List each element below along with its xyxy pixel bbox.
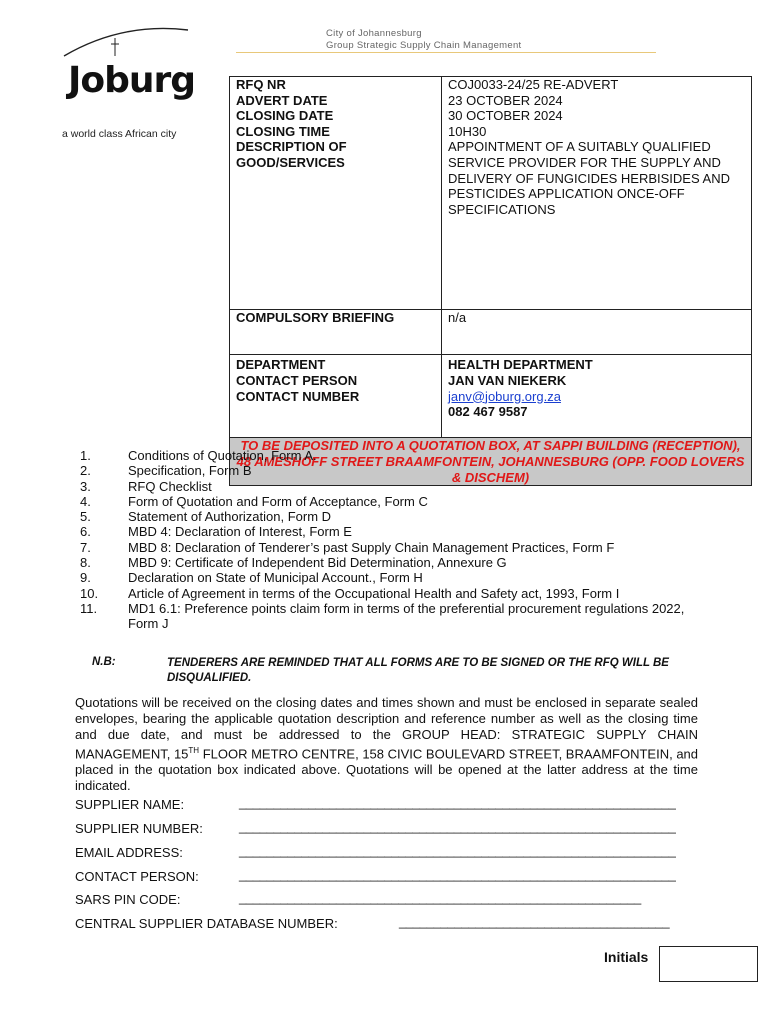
instructions-paragraph xyxy=(75,695,698,794)
list-item xyxy=(80,494,700,509)
department-contact-labels xyxy=(230,355,442,438)
list-item xyxy=(80,509,700,524)
logo-tagline: a world class African city xyxy=(62,128,177,140)
rfq-row xyxy=(230,93,752,109)
rfq-row xyxy=(230,139,752,310)
advert-date-value: 23 OCTOBER 2024 xyxy=(442,93,752,109)
list-item-number: 4. xyxy=(80,493,91,509)
list-item-text: Statement of Authorization, Form D xyxy=(128,509,332,525)
rfq-row xyxy=(230,77,752,93)
sars-pin-field[interactable]: __________________________________________________________ xyxy=(239,890,641,905)
list-item-text: MBD 8: Declaration of Tenderer’s past Supply Chain Management Practices, Form F xyxy=(128,539,615,555)
list-item-number: 10. xyxy=(80,585,99,601)
list-item-text: MD1 6.1: Preference points claim form in terms of the preferential procurement regulations 2022, Form J xyxy=(128,600,685,632)
contact-person-field[interactable]: _______________________________________________________________ xyxy=(239,867,676,882)
deposit-notice: TO BE DEPOSITED INTO A QUOTATION BOX, AT SAPPI BUILDING (RECEPTION), 48 AMESHOFF STREET BRAAMFONTEIN, JOHANNESBURG (OPP. FOOD LOVERS & DISCHEM) xyxy=(230,438,752,486)
list-item xyxy=(80,463,700,478)
csd-number-field[interactable]: _______________________________________ xyxy=(399,914,670,929)
list-item-number: 8. xyxy=(80,555,91,571)
list-item-number: 9. xyxy=(80,570,91,586)
list-item xyxy=(80,586,700,601)
contact-person-field-label: CONTACT PERSON: xyxy=(75,869,199,884)
list-item-number: 11. xyxy=(80,600,98,616)
description-value: APPOINTMENT OF A SUITABLY QUALIFIED SERVICE PROVIDER FOR THE SUPPLY AND DELIVERY OF FUNGICIDES HERBISIDES AND PESTICIDES APPLICATION ONCE-OFF SPECIFICATIONS xyxy=(442,139,752,310)
list-item-number: 7. xyxy=(80,539,91,555)
list-item-text: Declaration on State of Municipal Account., Form H xyxy=(128,570,423,586)
initials-label: Initials xyxy=(604,949,649,965)
rfq-nr-value: COJ0033-24/25 RE-ADVERT xyxy=(442,77,752,93)
header-divider xyxy=(236,52,656,53)
description-label: DESCRIPTION OF GOOD/SERVICES xyxy=(230,139,442,310)
sars-pin-label: SARS PIN CODE: xyxy=(75,892,181,907)
closing-time-label: CLOSING TIME xyxy=(230,124,442,140)
email-address-label: EMAIL ADDRESS: xyxy=(75,845,183,860)
closing-time-value: 10H30 xyxy=(442,124,752,140)
list-item-text: Article of Agreement in terms of the Occupational Health and Safety act, 1993, Form I xyxy=(128,585,620,601)
contact-phone-value: 082 467 9587 xyxy=(448,404,528,420)
contact-person-label: CONTACT PERSON xyxy=(236,372,358,388)
closing-date-label: CLOSING DATE xyxy=(230,108,442,124)
list-item xyxy=(80,524,700,539)
list-item-number: 3. xyxy=(80,478,91,494)
forms-list xyxy=(80,448,700,632)
list-item xyxy=(80,448,700,463)
list-item-number: 2. xyxy=(80,463,91,479)
list-item xyxy=(80,540,700,555)
list-item xyxy=(80,479,700,494)
list-item-number: 1. xyxy=(80,448,91,463)
initials-box[interactable] xyxy=(659,946,758,982)
nb-text: TENDERERS ARE REMINDED THAT ALL FORMS ARE TO BE SIGNED OR THE RFQ WILL BE DISQUALIFIED. xyxy=(167,657,669,684)
contact-email-link[interactable]: janv@joburg.org.za xyxy=(448,388,561,404)
supplier-name-label: SUPPLIER NAME: xyxy=(75,797,185,812)
department-label: DEPARTMENT xyxy=(236,357,326,373)
paragraph-part-2: FLOOR METRO CENTRE, 158 CIVIC BOULEVARD STREET, BRAAMFONTEIN, and placed in the quotation box indicated above. Quotations will be opened at the latter address at the time indicated. xyxy=(75,746,699,794)
closing-date-value: 30 OCTOBER 2024 xyxy=(442,108,752,124)
paragraph-superscript: TH xyxy=(188,746,200,755)
header-org-line: City of Johannesburg xyxy=(326,28,422,39)
list-item xyxy=(80,570,700,585)
rfq-row xyxy=(230,310,752,355)
department-value: HEALTH DEPARTMENT xyxy=(448,357,593,373)
supplier-number-label: SUPPLIER NUMBER: xyxy=(75,821,203,836)
briefing-label: COMPULSORY BRIEFING xyxy=(230,310,442,355)
list-item-text: Conditions of Quotation, Form A. xyxy=(128,448,317,463)
paragraph-part-1: Quotations will be received on the closing dates and times shown and must be enclosed in separate sealed envelopes, bearing the applicable quotation description and reference number as well as the closing time and due date, and must be addressed to the GROUP HEAD: STRATEGIC SUPPLY CHAIN MANAGEMENT, 15 xyxy=(75,695,698,762)
list-item-text: MBD 9: Certificate of Independent Bid Determination, Annexure G xyxy=(128,555,507,571)
list-item-number: 5. xyxy=(80,509,91,525)
csd-number-label: CENTRAL SUPPLIER DATABASE NUMBER: xyxy=(75,916,338,931)
rfq-row xyxy=(230,108,752,124)
rfq-row xyxy=(230,124,752,140)
logo-wordmark: Joburg xyxy=(68,60,196,101)
rfq-row xyxy=(230,355,752,438)
list-item-text: Form of Quotation and Form of Acceptance, Form C xyxy=(128,493,428,509)
list-item-text: Specification, Form B xyxy=(128,463,252,479)
advert-date-label: ADVERT DATE xyxy=(230,93,442,109)
header-dept-line: Group Strategic Supply Chain Management xyxy=(326,40,522,51)
rfq-nr-label: RFQ NR xyxy=(230,77,442,93)
contact-person-value: JAN VAN NIEKERK xyxy=(448,372,567,388)
list-item-number: 6. xyxy=(80,524,91,540)
contact-number-label: CONTACT NUMBER xyxy=(236,388,360,404)
nb-label: N.B: xyxy=(92,656,116,668)
list-item-text: MBD 4: Declaration of Interest, Form E xyxy=(128,524,352,540)
list-item xyxy=(80,555,700,570)
supplier-name-field[interactable]: _______________________________________________________________ xyxy=(239,795,676,810)
logo-arc-icon xyxy=(62,22,192,62)
rfq-table xyxy=(229,76,752,486)
briefing-value: n/a xyxy=(442,310,752,355)
email-address-field[interactable]: _______________________________________________________________ xyxy=(239,843,676,858)
list-item xyxy=(80,601,700,632)
list-item-text: RFQ Checklist xyxy=(128,478,212,494)
department-contact-values xyxy=(442,355,752,438)
supplier-number-field[interactable]: _______________________________________________________________ xyxy=(239,819,676,834)
